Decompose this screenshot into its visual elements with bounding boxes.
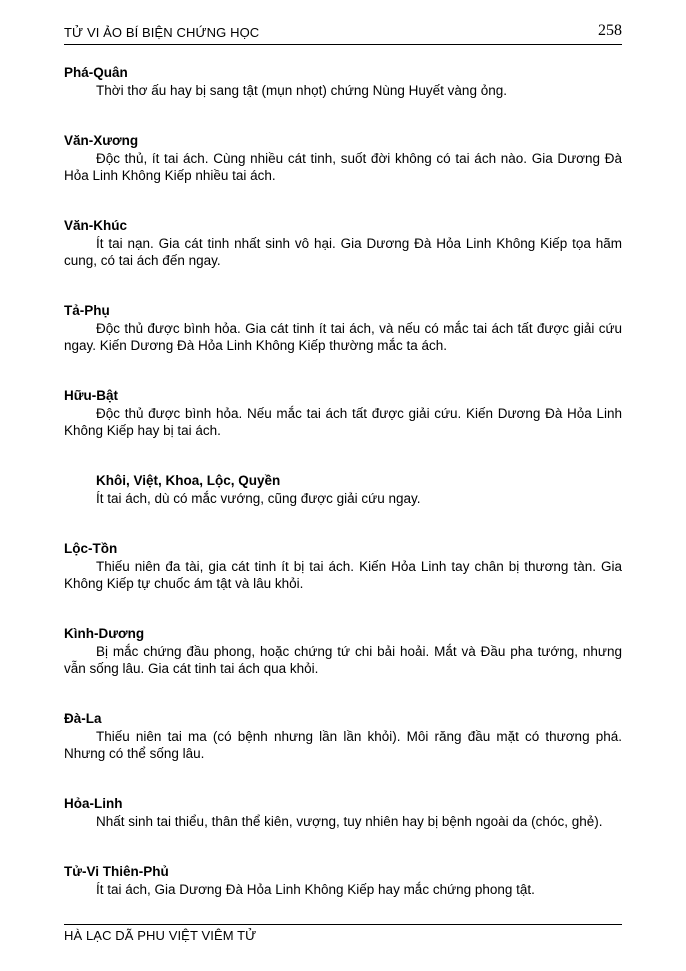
- section-huu-bat: [64, 387, 622, 439]
- page-footer: [64, 924, 622, 943]
- section-body: Độc thủ được bình hỏa. Gia cát tinh ít tai ách, và nếu có mắc tai ách tất được giải cứu ngay. Kiến Dương Đà Hỏa Linh Không Kiếp thường mắc ta ách.: [64, 321, 622, 353]
- section-body: Ít tai ách, dù có mắc vướng, cũng được giải cứu ngay.: [96, 491, 421, 506]
- section-khoi-viet-khoa-loc-quyen: [64, 472, 622, 507]
- page-content: [64, 64, 622, 898]
- section-title: Văn-Xương: [64, 133, 139, 148]
- section-kinh-duong: [64, 625, 622, 677]
- page-header: [64, 22, 622, 45]
- section-title: Tả-Phụ: [64, 303, 110, 318]
- section-tu-vi-thien-phu: [64, 863, 622, 898]
- section-body: Thiếu niên tai ma (có bệnh nhưng lần lần khỏi). Môi răng đầu mặt có thương phá. Nhưng có thể sống lâu.: [64, 729, 622, 761]
- section-body: Bị mắc chứng đầu phong, hoặc chứng tứ chi bải hoải. Mắt và Đầu pha tướng, nhưng vẫn sống lâu. Gia cát tinh tai ách qua khỏi.: [64, 644, 622, 676]
- section-loc-ton: [64, 540, 622, 592]
- section-title: Phá-Quân: [64, 65, 128, 80]
- section-body: Ít tai ách, Gia Dương Đà Hỏa Linh Không Kiếp hay mắc chứng phong tật.: [96, 882, 535, 897]
- section-title: Lộc-Tồn: [64, 541, 118, 556]
- section-body: Thời thơ ấu hay bị sang tật (mụn nhọt) chứng Nùng Huyết vàng ỏng.: [96, 83, 507, 98]
- section-hoa-linh: [64, 795, 622, 830]
- section-body: Ít tai nạn. Gia cát tinh nhất sinh vô hại. Gia Dương Đà Hỏa Linh Không Kiếp tọa hãm cung, có tai ách đến ngay.: [64, 236, 622, 268]
- section-body: Thiếu niên đa tài, gia cát tinh ít bị tai ách. Kiến Hỏa Linh tay chân bị thương tàn. Gia Không Kiếp tự chuốc ám tật và lâu khỏi.: [64, 559, 622, 591]
- book-title: TỬ VI ẢO BÍ BIỆN CHỨNG HỌC: [64, 25, 260, 40]
- section-title: Kình-Dương: [64, 626, 145, 641]
- section-ta-phu: [64, 302, 622, 354]
- section-title: Đà-La: [64, 711, 102, 726]
- section-van-xuong: [64, 132, 622, 184]
- section-title: Văn-Khúc: [64, 218, 128, 233]
- section-body: Nhất sinh tai thiểu, thân thể kiên, vượng, tuy nhiên hay bị bệnh ngoài da (chóc, ghẻ).: [96, 814, 603, 829]
- page-number: 258: [598, 22, 622, 39]
- section-title: Hỏa-Linh: [64, 796, 123, 811]
- section-title: Hữu-Bật: [64, 388, 119, 403]
- section-da-la: [64, 710, 622, 762]
- section-pha-quan: [64, 64, 622, 99]
- footer-author: HÀ LẠC DÃ PHU VIỆT VIÊM TỬ: [64, 928, 257, 943]
- section-title: Tử-Vi Thiên-Phủ: [64, 864, 169, 879]
- section-body: Độc thủ được bình hỏa. Nếu mắc tai ách tất được giải cứu. Kiến Dương Đà Hỏa Linh Không Kiếp hay bị tai ách.: [64, 406, 622, 438]
- section-body: Độc thủ, ít tai ách. Cùng nhiều cát tinh, suốt đời không có tai ách nào. Gia Dương Đà Hỏa Linh Không Kiếp nhiều tai ách.: [64, 151, 622, 183]
- section-title: Khôi, Việt, Khoa, Lộc, Quyền: [96, 473, 281, 488]
- section-van-khuc: [64, 217, 622, 269]
